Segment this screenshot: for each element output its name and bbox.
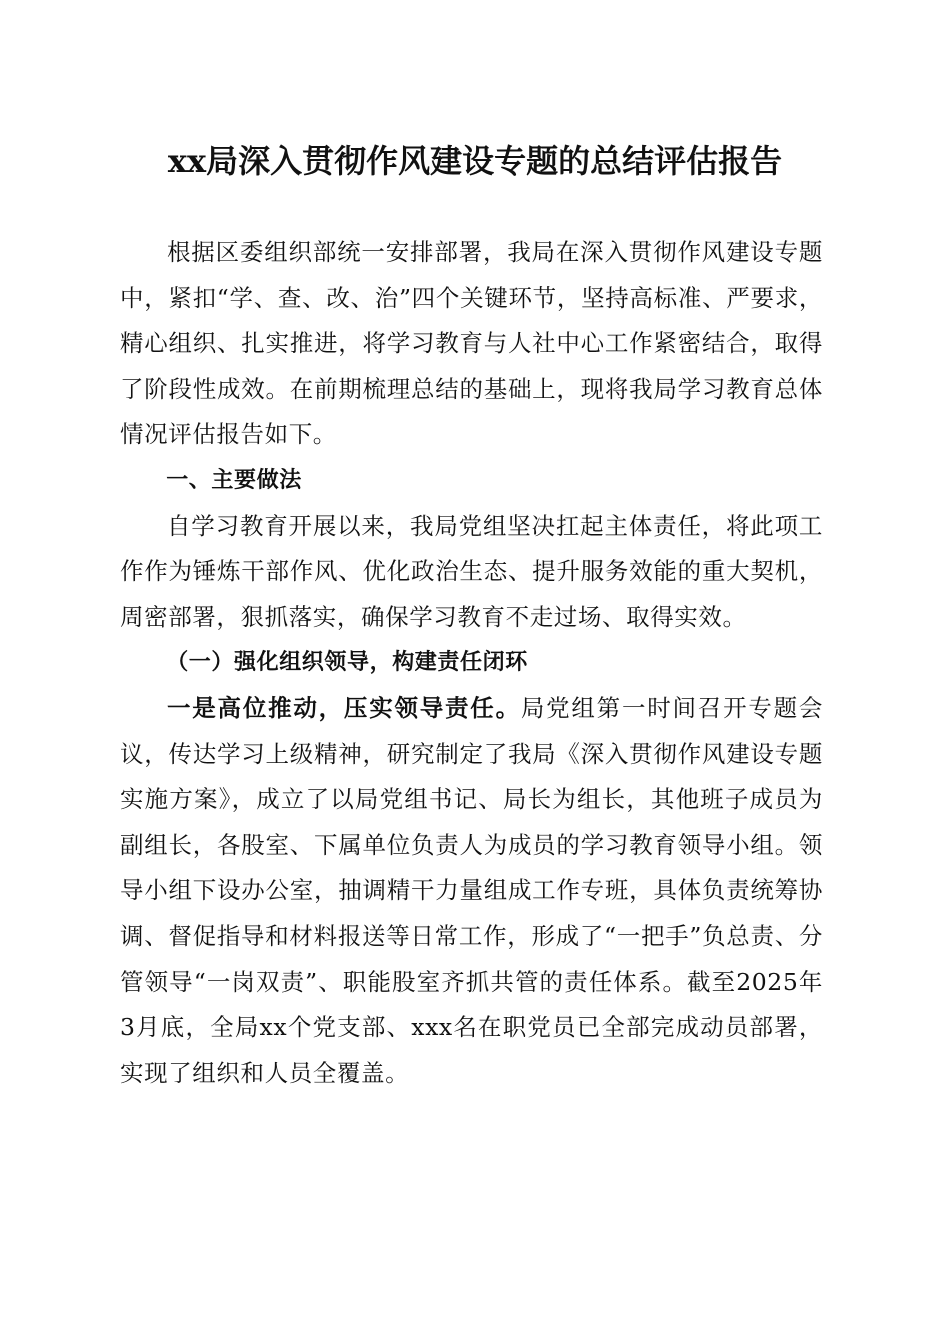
subsection-heading: （一）强化组织领导，构建责任闭环 [166, 649, 528, 676]
section-heading-main-practices: 一、主要做法 [166, 467, 302, 493]
document-body [120, 230, 823, 1096]
subsection-paragraph [120, 686, 823, 1096]
document-title: xx局深入贯彻作风建设专题的总结评估报告 [167, 142, 783, 180]
intro-paragraph: 根据区委组织部统一安排部署，我局在深入贯彻作风建设专题中，紧扣“学、查、改、治”四个关键环节，坚持高标准、严要求，精心组织、扎实推进，将学习教育与人社中心工作紧密结合，取得了阶段性成效。在前期梳理总结的基础上，现将我局学习教育总体情况评估报告如下。 [120, 238, 823, 449]
subsection-body-text: 局党组第一时间召开专题会议，传达学习上级精神，研究制定了我局《深入贯彻作风建设专题实施方案》，成立了以局党组书记、局长为组长，其他班子成员为副组长，各股室、下属单位负责人为成员的学习教育领导小组。领导小组下设办公室，抽调精干力量组成工作专班，具体负责统筹协调、督促指导和材料报送等日常工作，形成了“一把手”负总责、分管领导“一岗双责”、职能股室齐抓共管的责任体系。截至2025年3月底，全局xx个党支部、xxx名在职党员已全部完成动员部署，实现了组织和人员全覆盖。 [120, 693, 823, 1087]
subsection-lead-sentence: 一是高位推动，压实领导责任。 [167, 693, 521, 722]
section-paragraph: 自学习教育开展以来，我局党组坚决扛起主体责任，将此项工作作为锤炼干部作风、优化政治生态、提升服务效能的重大契机，周密部署，狠抓落实，确保学习教育不走过场、取得实效。 [120, 511, 823, 631]
